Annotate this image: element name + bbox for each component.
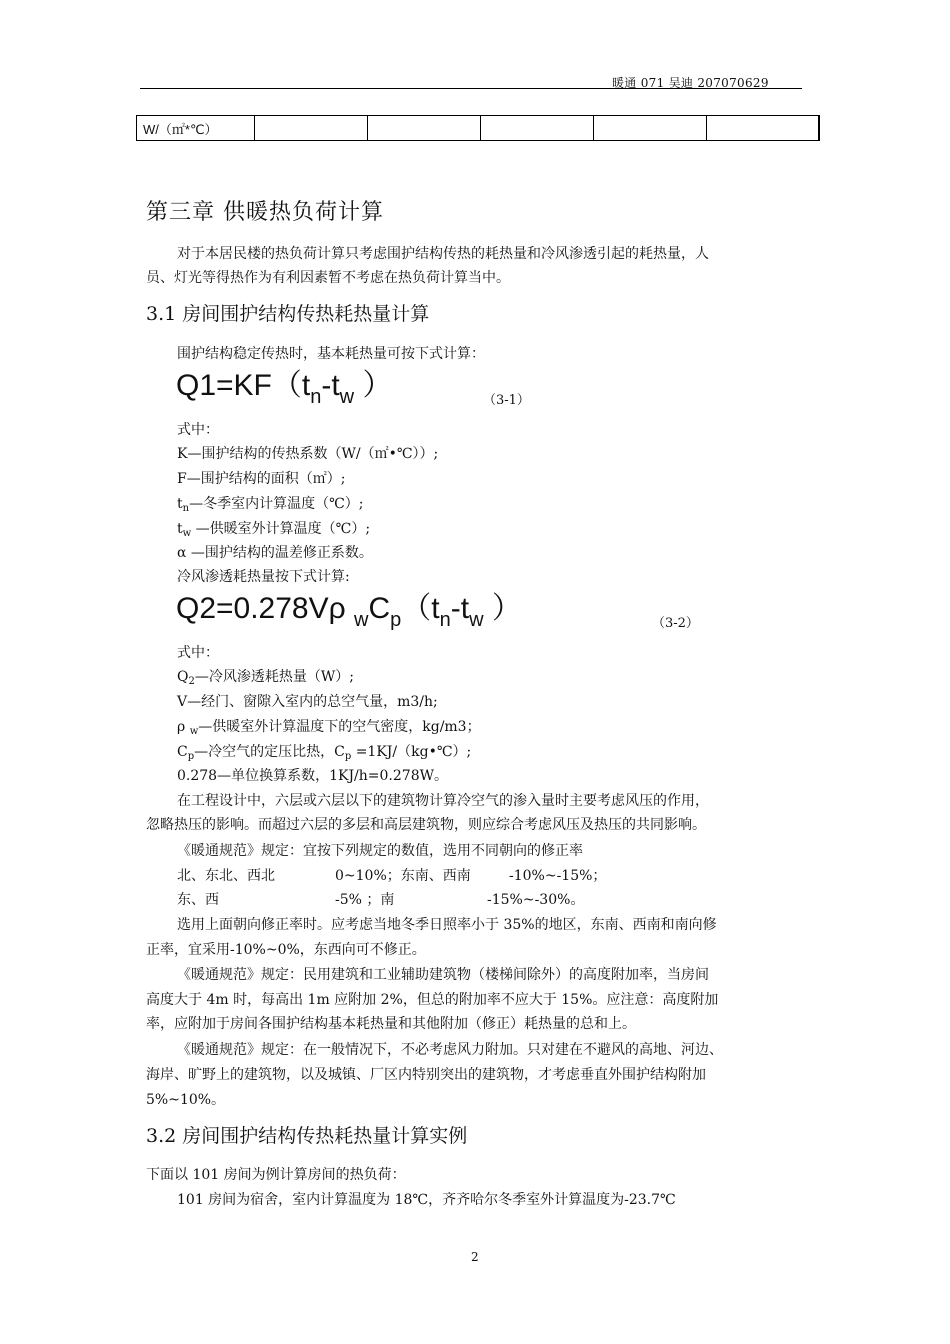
formula1-intro: 围护结构稳定传热时，基本耗热量可按下式计算： — [177, 346, 485, 362]
page-number: 2 — [471, 1250, 479, 1264]
table-cell — [481, 116, 594, 141]
table-cell — [255, 116, 368, 141]
height-paragraph-line-1: 《暖通规范》规定：民用建筑和工业辅助建筑物（楼梯间除外）的高度附加率，当房间 — [177, 967, 709, 983]
header-rule — [140, 88, 802, 89]
formula2-intro: 冷风渗透耗热量按下式计算: — [177, 569, 350, 585]
definition-alpha: α —围护结构的温差修正系数。 — [177, 545, 373, 561]
orientation-row-2-val: -5% ；南 — [335, 892, 395, 908]
definition-f: F—围护结构的面积（㎡）; — [177, 471, 346, 487]
definition-q2: $Q_2—$冷风渗透耗热量（W）; — [177, 669, 354, 687]
definition-cp: $C_p—$冷空气的定压比热，$C_p$ =1KJ/（kg•℃）; — [177, 744, 472, 762]
table-cell — [594, 116, 707, 141]
page-header: 暖通 071 吴迪 207070629 — [612, 76, 769, 90]
definition-rho: ρ $_w$—供暖室外计算温度下的空气密度，kg/m3； — [177, 719, 481, 737]
intro-line-2: 员、灯光等得热作为有利因素暂不考虑在热负荷计算当中。 — [146, 270, 510, 286]
definition-tn: $t_n—$冬季室内计算温度（℃）; — [177, 496, 364, 514]
example-line-1: 下面以 101 房间为例计算房间的热负荷： — [146, 1167, 406, 1183]
unit-table — [136, 115, 820, 141]
example-line-2: 101 房间为宿舍，室内计算温度为 18℃，齐齐哈尔冬季室外计算温度为-23.7℃ — [177, 1192, 676, 1208]
orientation-row-1-val2: -10%~-15%； — [509, 868, 607, 884]
definition-tw: $t_w$ —供暖室外计算温度（℃）; — [177, 521, 371, 539]
height-paragraph-line-3: 率，应附加于房间各围护结构基本耗热量和其他附加（修正）耗热量的总和上。 — [146, 1016, 636, 1032]
table-row — [137, 116, 819, 141]
where-label-1: 式中： — [177, 422, 219, 438]
formula-3-1: $Q1=KF(t_n-t_w$ ） — [176, 369, 393, 408]
wind-add-paragraph-line-3: 5%~10%。 — [146, 1092, 226, 1108]
wind-add-paragraph-line-1: 《暖通规范》规定：在一般情况下，不必考虑风力附加。只对建在不避风的高地、河边、 — [177, 1042, 723, 1058]
section-title-3-1: 3.1 房间围护结构传热耗热量计算 — [146, 303, 430, 325]
height-paragraph-line-2: 高度大于 4m 时，每高出 1m 应附加 2%，但总的附加率不应大于 15%。应注意：高度附加 — [146, 992, 719, 1008]
table-cell — [707, 116, 819, 141]
equation-number-3-2: （3-2） — [652, 616, 699, 631]
definition-coef: 0.278—单位换算系数，1KJ/h=0.278W。 — [177, 768, 448, 784]
chapter-title: 第三章 供暖热负荷计算 — [146, 200, 384, 225]
definition-v: V—经门、窗隙入室内的总空气量，m3/h; — [177, 694, 438, 710]
equation-number-3-1: （3-1） — [483, 393, 530, 408]
where-label-2: 式中： — [177, 645, 219, 661]
orientation-paragraph-line-1: 选用上面朝向修正率时。应考虑当地冬季日照率小于 35%的地区，东南、西南和南向修 — [177, 917, 717, 933]
definition-k: K—围护结构的传热系数（W/（㎡•℃））; — [177, 446, 439, 462]
wind-add-paragraph-line-2: 海岸、旷野上的建筑物，以及城镇、厂区内特别突出的建筑物，才考虑垂直外围护结构附加 — [146, 1067, 706, 1083]
orientation-row-1-dirs: 北、东北、西北 — [177, 868, 275, 884]
wind-paragraph-line-1: 在工程设计中，六层或六层以下的建筑物计算冷空气的渗入量时主要考虑风压的作用， — [177, 793, 709, 809]
orientation-row-2-dirs: 东、西 — [177, 892, 219, 908]
formula-3-2: Q2=0.278Vρ $_wC_p(t_n-t_w$ ） — [176, 592, 522, 631]
section-title-3-2: 3.2 房间围护结构传热耗热量计算实例 — [146, 1125, 468, 1147]
wind-paragraph-line-2: 忽略热压的影响。而超过六层的多层和高层建筑物，则应综合考虑风压及热压的共同影响。 — [146, 817, 706, 833]
orientation-row-2-val2: -15%~-30%。 — [487, 892, 585, 908]
orientation-paragraph-line-2: 正率，宜采用-10%~0%，东西向可不修正。 — [146, 942, 426, 958]
table-cell-unit: W/（㎡*℃） — [137, 116, 255, 141]
orientation-row-1-val: 0~10%；东南、西南 — [335, 868, 471, 884]
orientation-intro: 《暖通规范》规定：宜按下列规定的数值，选用不同朝向的修正率 — [177, 843, 583, 859]
intro-line-1: 对于本居民楼的热负荷计算只考虑围护结构传热的耗热量和冷风渗透引起的耗热量，人 — [177, 246, 709, 262]
table-cell — [368, 116, 481, 141]
